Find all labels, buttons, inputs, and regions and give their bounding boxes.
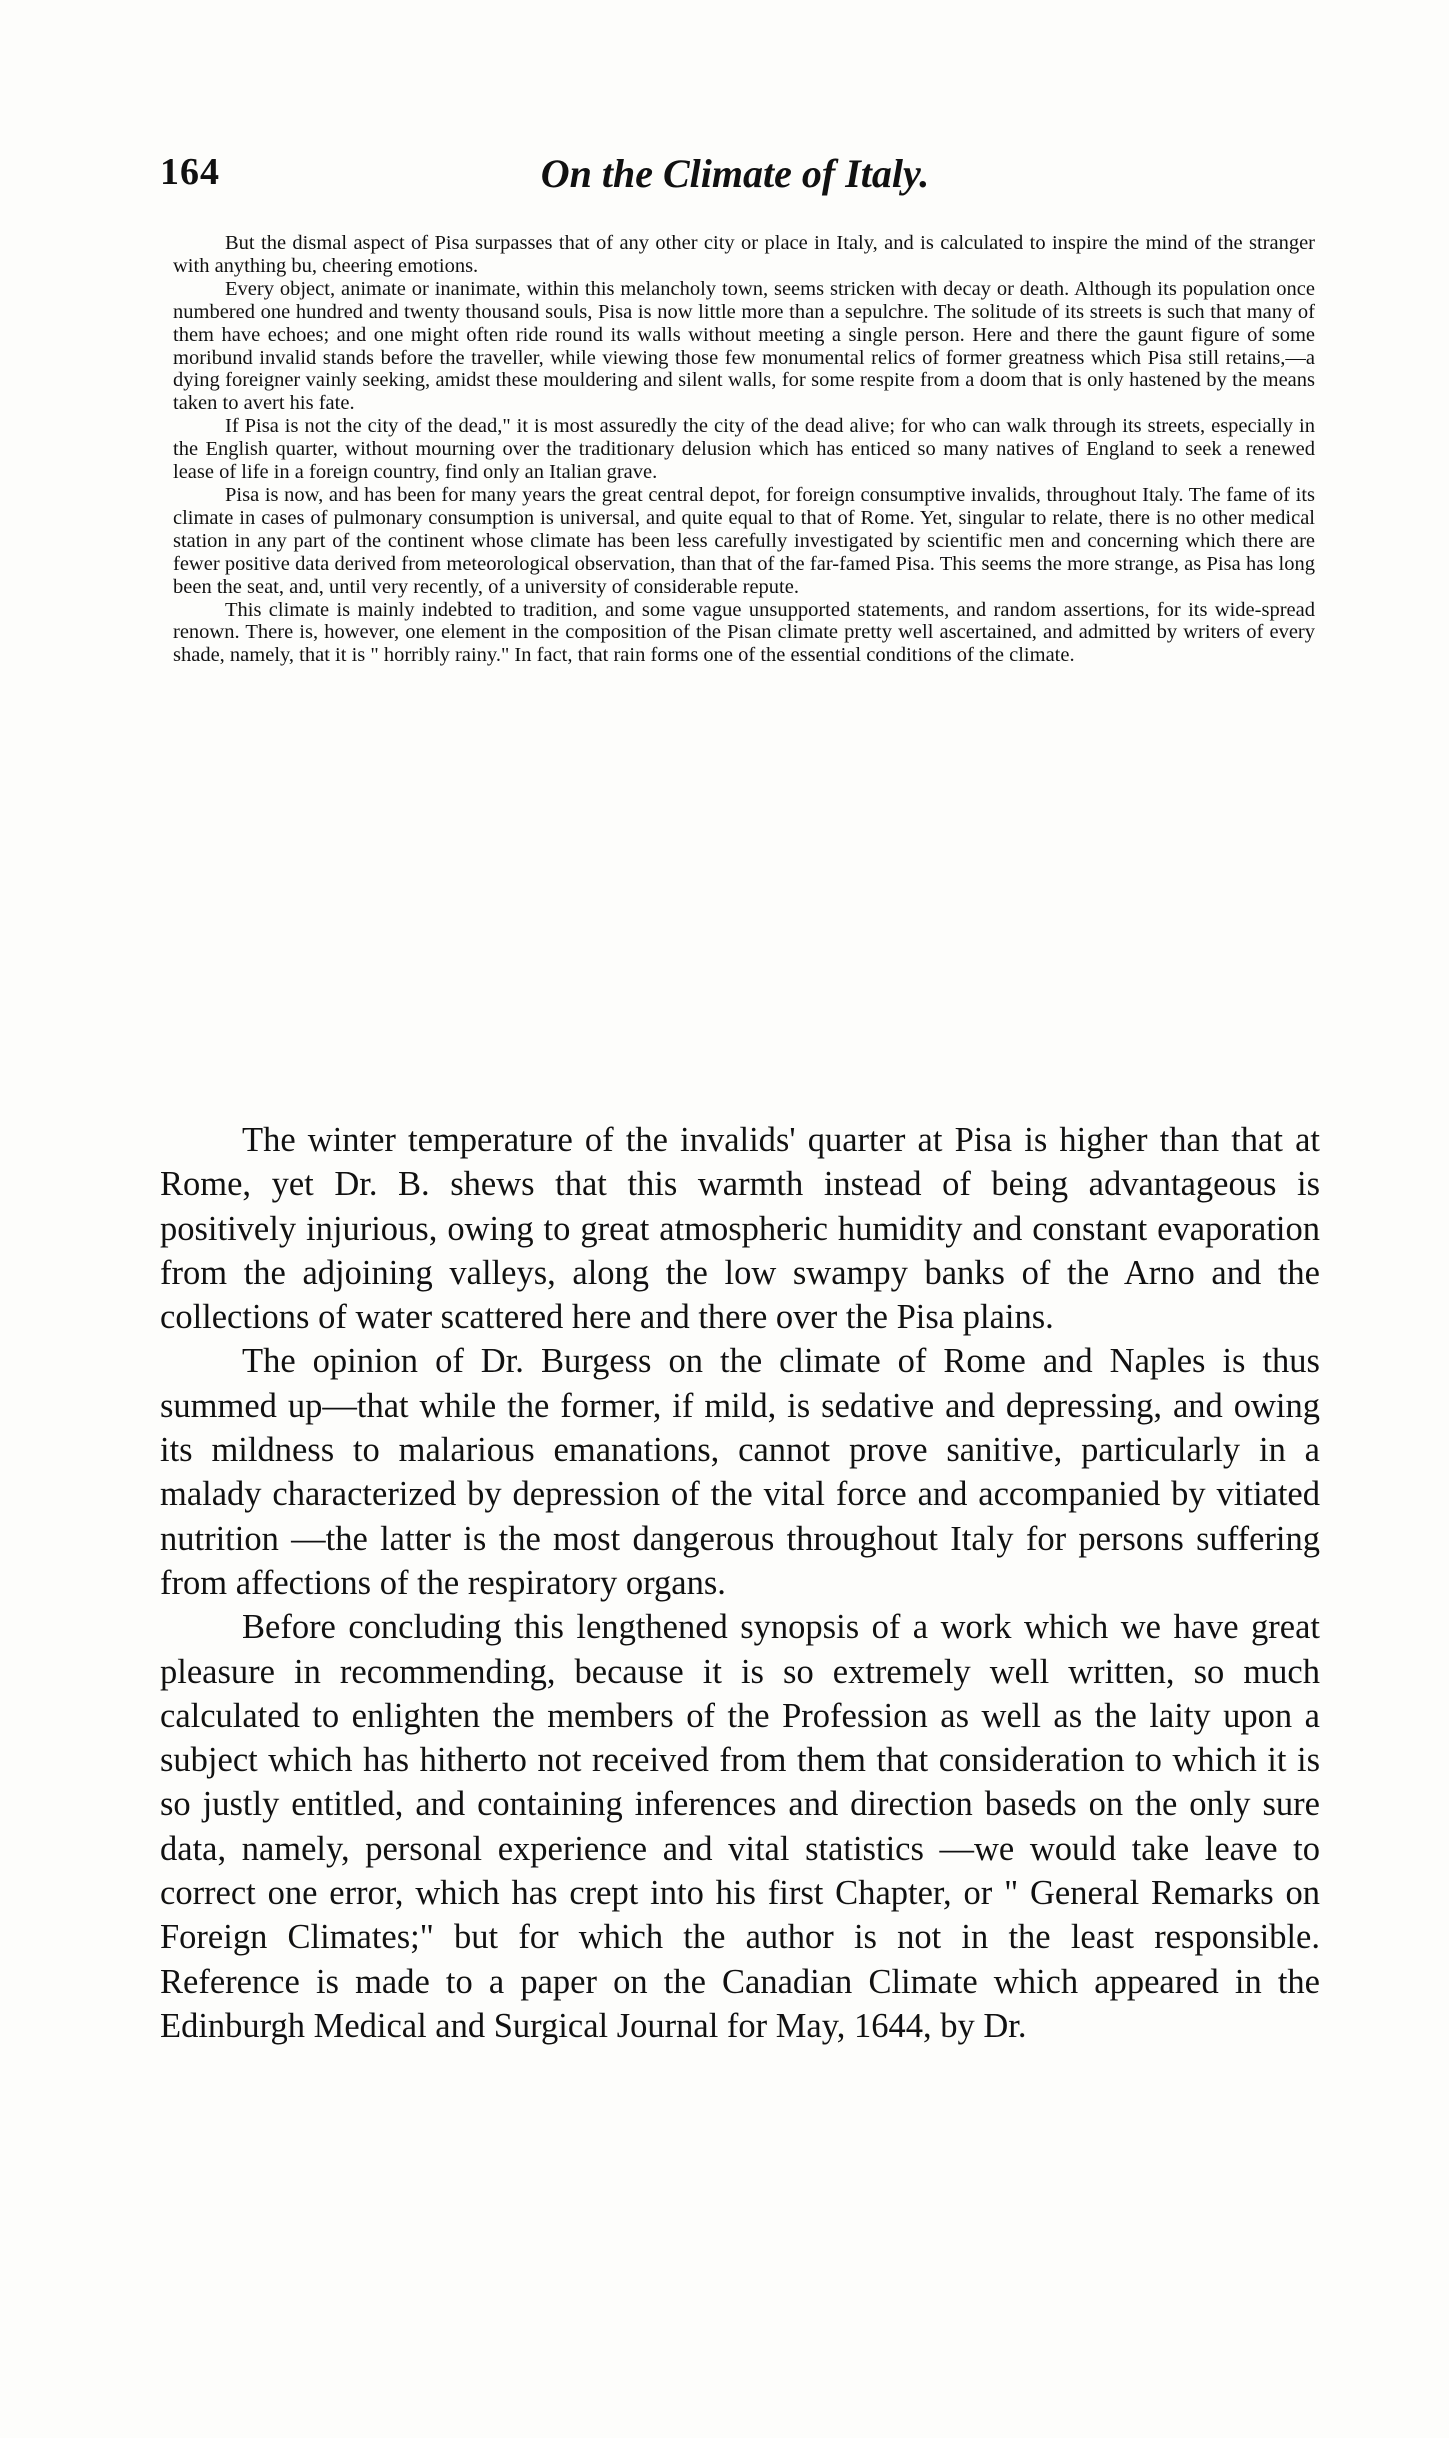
- small-paragraph: If Pisa is not the city of the dead," it is most assuredly the city of the dead alive; for who can walk through its streets, especially in the English quarter, without mourning over the traditionary delusion which has enticed so many natives of England to seek a renewed lease of life in a foreign country, find only an Italian grave.: [173, 415, 1315, 484]
- small-paragraph: Every object, animate or inanimate, within this melancholy town, seems stricken with decay or death. Although its population once numbered one hundred and twenty thousand souls, Pisa is now little more than a sepulchre. The solitude of its streets is such that many of them have echoes; and one might often ride round its walls without meeting a single person. Here and there the gaunt figure of some moribund invalid stands before the traveller, while viewing those few monumental relics of former greatness which Pisa still retains,—a dying foreigner vainly seeking, amidst these mouldering and silent walls, for some respite from a doom that is only hastened by the means taken to avert his fate.: [173, 277, 1315, 415]
- small-paragraph: Pisa is now, and has been for many years the great central depot, for foreign consumptive invalids, throughout Italy. The fame of its climate in cases of pulmonary consumption is universal, and quite equal to that of Rome. Yet, singular to relate, there is no other medical station in any part of the continent whose climate has been less carefully investigated by scientific men and concerning which there are fewer positive data derived from meteorological observation, than that of the far-famed Pisa. This seems the more strange, as Pisa has long been the seat, and, until very recently, of a university of considerable repute.: [173, 483, 1315, 598]
- body-text: [160, 1118, 1320, 2048]
- body-paragraph: Before concluding this lengthened synopsis of a work which we have great pleasure in recommending, because it is so extremely well written, so much calculated to enlighten the members of the Profession as well as the laity upon a subject which has hitherto not received from them that consideration to which it is so justly entitled, and containing inferences and direction baseds on the only sure data, namely, personal experience and vital statistics —we would take leave to correct one error, which has crept into his first Chapter, or " General Remarks on Foreign Climates;" but for which the author is not in the least responsible. Reference is made to a paper on the Canadian Climate which appeared in the Edinburgh Medical and Surgical Journal for May, 1644, by Dr.: [160, 1608, 1320, 2045]
- body-paragraph: The winter temperature of the invalids' quarter at Pisa is higher than that at Rome, yet Dr. B. shews that this warmth instead of being advantageous is positively injurious, owing to great atmospheric humidity and constant evaporation from the adjoining valleys, along the low swampy banks of the Arno and the collections of water scattered here and there over the Pisa plains.: [160, 1121, 1320, 1337]
- running-title: On the Climate of Italy.: [540, 151, 930, 196]
- small-paragraph: But the dismal aspect of Pisa surpasses that of any other city or place in Italy, and is calculated to inspire the mind of the stranger with anything bu, cheering emotions.: [173, 232, 1315, 277]
- quoted-extract: [173, 232, 1315, 667]
- page-number: 164: [160, 151, 220, 193]
- body-paragraph: The opinion of Dr. Burgess on the climate of Rome and Naples is thus summed up—that while the former, if mild, is sedative and depressing, and owing its mildness to malarious emanations, cannot prove sanitive, particularly in a malady characterized by depression of the vital force and accompanied by vitiated nutrition —the latter is the most dangerous throughout Italy for persons suffering from affections of the respiratory organs.: [160, 1342, 1320, 1602]
- page-header: [160, 150, 1310, 210]
- small-paragraph: This climate is mainly indebted to tradition, and some vague unsupported statements, and random assertions, for its wide-spread renown. There is, however, one element in the composition of the Pisan climate pretty well ascertained, and admitted by writers of every shade, namely, that it is " horribly rainy." In fact, that rain forms one of the essential conditions of the climate.: [173, 598, 1315, 667]
